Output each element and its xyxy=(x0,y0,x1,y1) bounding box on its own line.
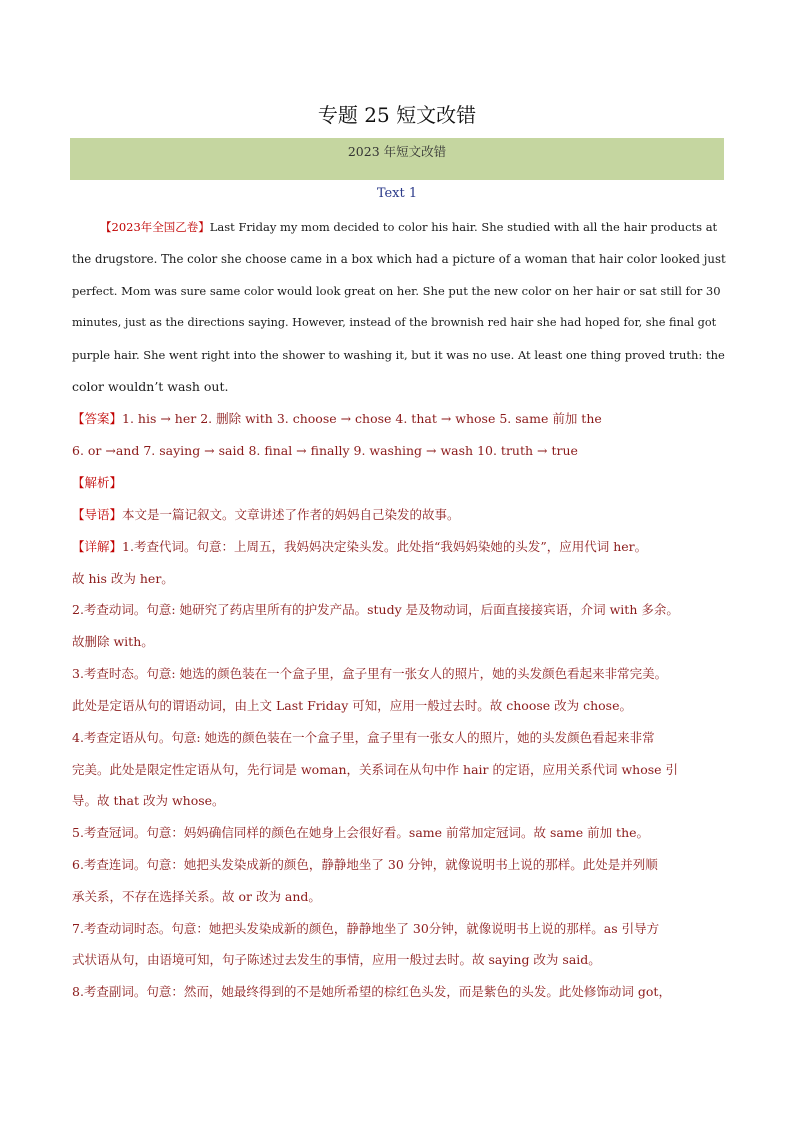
detail-line-12: 承关系，不存在选择关系。故 or 改为 and。 xyxy=(72,889,321,904)
detail-line-3: 2.考查动词。句意: 她研究了药店里所有的护发产品。study 是及物动词，后面直接接宾语，介词 with 多余。 xyxy=(72,602,679,617)
detail-line-4: 故删除 with。 xyxy=(72,634,154,649)
detail-line-15: 8.考查副词。句意：然而，她最终得到的不是她所希望的棕红色头发，而是紫色的头发。此处修饰动词 got， xyxy=(72,984,671,999)
detail-line-10: 5.考查冠词。句意：妈妈确信同样的颜色在她身上会很好看。same 前常加定冠词。故 same 前加 the。 xyxy=(72,825,650,840)
passage-line-3: perfect. Mom was sure same color would look great on her. She put the new color on her hair or sat still for 30 xyxy=(72,284,721,298)
detail-line-11: 6.考查连词。句意：她把头发染成新的颜色，静静地坐了 30 分钟，就像说明书上说的那样。此处是并列顺 xyxy=(72,857,658,872)
detail-line-2: 故 his 改为 her。 xyxy=(72,571,174,586)
answer-line-2: 6. or →and 7. saying → said 8. final → finally 9. washing → wash 10. truth → true xyxy=(72,443,578,458)
detail-line-7: 4.考查定语从句。句意: 她选的颜色装在一个盒子里，盒子里有一张女人的照片，她的头发颜色看起来非常 xyxy=(72,730,655,745)
detail-line-14: 式状语从句，由语境可知，句子陈述过去发生的事情，应用一般过去时。故 saying 改为 said。 xyxy=(72,952,601,967)
detail-label: 【详解】 xyxy=(72,539,123,554)
guide-text: 本文是一篇记叙文。文章讲述了作者的妈妈自己染发的故事。 xyxy=(122,507,460,522)
detail-text: 1.考查代词。句意：上周五，我妈妈决定染头发。此处指“我妈妈染她的头发”，应用代词 her。 xyxy=(122,539,648,554)
guide-label: 【导语】 xyxy=(72,507,123,522)
section-banner xyxy=(70,138,724,180)
banner-title: 2023 年短文改错 xyxy=(347,144,447,159)
page-title: 专题 25 短文改错 xyxy=(317,103,477,127)
passage-text: Last Friday my mom decided to color his hair. She studied with all the hair products at xyxy=(209,220,718,234)
detail-line-13: 7.考查动词时态。句意：她把头发染成新的颜色，静静地坐了 30分钟，就像说明书上说的那样。as 引导方 xyxy=(72,921,660,936)
passage-line-6: color wouldn’t wash out. xyxy=(72,379,229,394)
detail-line-6: 此处是定语从句的谓语动词，由上文 Last Friday 可知，应用一般过去时。故 choose 改为 chose。 xyxy=(72,698,632,713)
detail-line-9: 导。故 that 改为 whose。 xyxy=(72,793,225,808)
passage-line-5: purple hair. She went right into the shower to washing it, but it was no use. At least one thing proved truth: the xyxy=(72,348,725,362)
source-tag: 【2023年全国乙卷】 xyxy=(100,220,210,234)
detail-line-8: 完美。此处是限定性定语从句，先行词是 woman，关系词在从句中作 hair 的定语，应用关系代词 whose 引 xyxy=(72,762,679,777)
analysis-label: 【解析】 xyxy=(72,475,123,490)
passage-line-4: minutes, just as the directions saying. However, instead of the brownish red hair she had hoped for, she final got xyxy=(72,316,717,329)
detail-line-1 xyxy=(72,538,647,556)
answer-text: 1. his → her 2. 删除 with 3. choose → chose 4. that → whose 5. same 前加 the xyxy=(122,411,602,426)
text-label: Text 1 xyxy=(376,186,418,201)
answer-label: 【答案】 xyxy=(72,411,123,426)
passage-line-2: the drugstore. The color she choose came in a box which had a picture of a woman that hair color looked just xyxy=(72,252,726,266)
answer-line-1 xyxy=(72,410,602,428)
detail-line-5: 3.考查时态。句意: 她选的颜色装在一个盒子里，盒子里有一张女人的照片，她的头发颜色看起来非常完美。 xyxy=(72,666,668,681)
guide-line xyxy=(72,506,460,524)
passage-line-1 xyxy=(100,218,717,236)
